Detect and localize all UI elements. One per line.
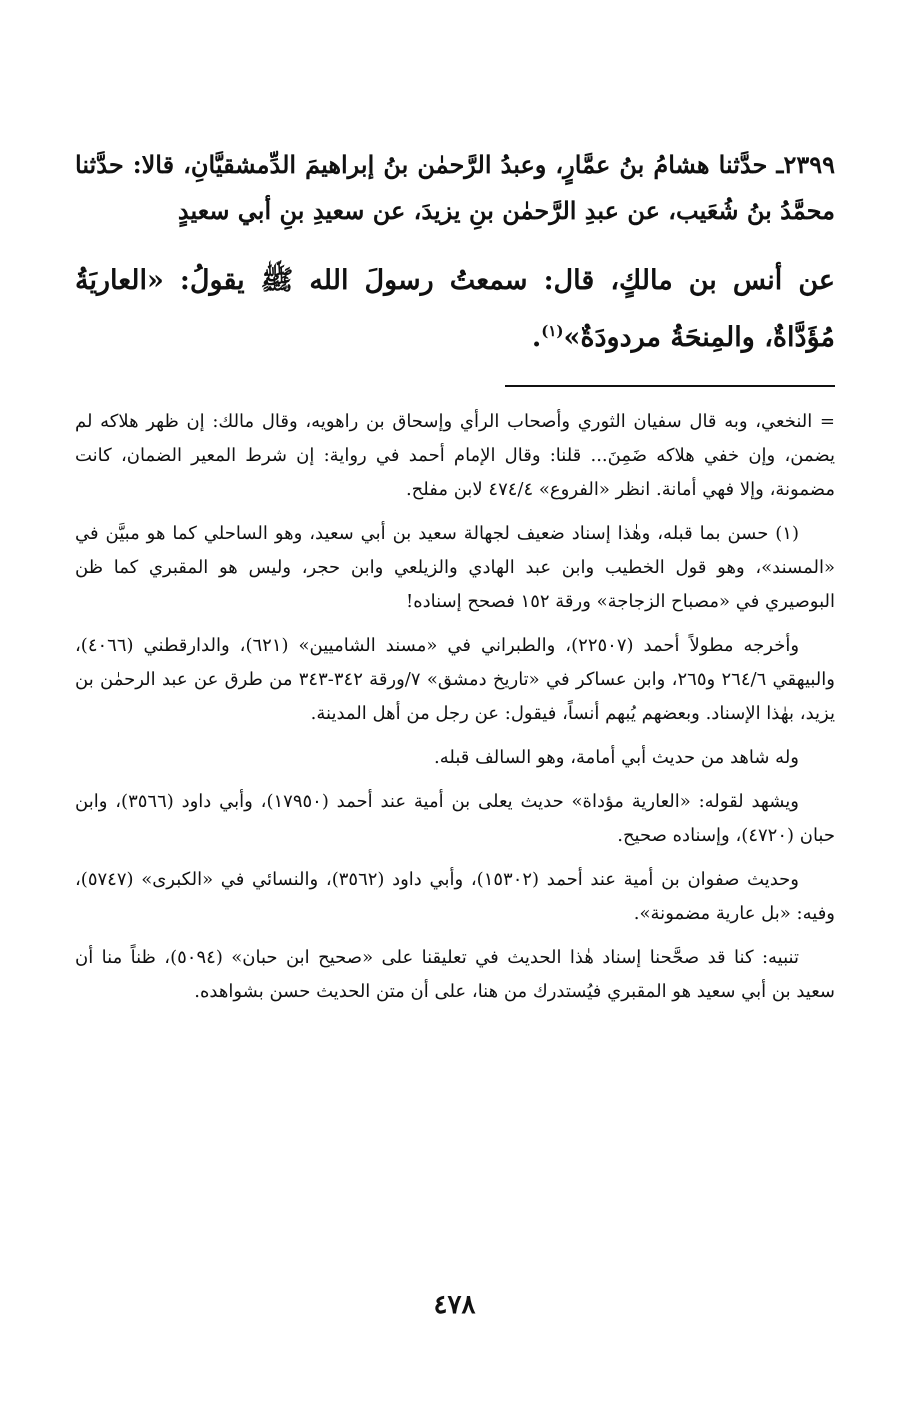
page-number: ٤٧٨ [433, 1290, 476, 1320]
footnote-divider [505, 385, 835, 387]
footnote-paragraph: وحديث صفوان بن أمية عند أحمد (١٥٣٠٢)، وأبي داود (٣٥٦٢)، والنسائي في «الكبرى» (٥٧٤٧)، وفيه: «بل عارية مضمونة». [75, 869, 835, 924]
footnote-continuation: = النخعي، وبه قال سفيان الثوري وأصحاب الرأي وإسحاق بن راهويه، وقال مالك: إن ظهر هلاكه لم يضمن، وإن خفي هلاكه ضَمِنَ... قلنا: وقال الإمام أحمد في رواية: إن شرط المعير الضمان، كانت مضمونة، وإلا فهي أمانة. انظر «الفروع» ٤٧٤/٤ لابن مفلح. [75, 411, 835, 500]
footnote-note: تنبيه: كنا قد صحَّحنا إسناد هٰذا الحديث في تعليقنا على «صحيح ابن حبان» (٥٠٩٤)، ظناً منا أن سعيد بن أبي سعيد هو المقبري فيُستدرك من هنا، على أن متن الحديث حسن بشواهده. [75, 947, 835, 1002]
footnote-paragraph: ويشهد لقوله: «العارية مؤداة» حديث يعلى بن أمية عند أحمد (١٧٩٥٠)، وأبي داود (٣٥٦٦)، وابن حبان (٤٧٢٠)، وإسناده صحيح. [75, 791, 835, 846]
footnote-1: (١) حسن بما قبله، وهٰذا إسناد ضعيف لجهالة سعيد بن أبي سعيد، وهو الساحلي كما هو مبيَّن في «المسند»، وهو قول الخطيب وابن عبد الهادي والزيلعي وابن حجر، وليس هو المقبري كما ظن البوصيري في «مصباح الزجاجة» ورقة ١٥٢ فصحح إسناده! [75, 523, 835, 612]
hadith-matn [75, 256, 835, 363]
footnote-paragraph: وله شاهد من حديث أبي أمامة، وهو السالف قبله. [434, 747, 799, 768]
hadith-matn-end: . [531, 322, 542, 353]
page-content [75, 142, 835, 1019]
hadith-matn-text: عن أنس بن مالكٍ، قال: سمعتُ رسولَ الله ﷺ يقولُ: «العاريَةُ مُؤَدَّاةٌ، والمِنحَةُ مردودَةٌ» [75, 265, 835, 353]
footnotes [75, 405, 835, 1009]
footnote-paragraph: وأخرجه مطولاً أحمد (٢٢٥٠٧)، والطبراني في «مسند الشاميين» (٦٢١)، والدارقطني (٤٠٦٦)، والبيهقي ٢٦٤/٦ و٢٦٥، وابن عساكر في «تاريخ دمشق» ٧/ورقة ٣٤٢-٣٤٣ من طرق عن عبد الرحمٰن بن يزيد، بهٰذا الإسناد. وبعضهم يُبهم أنساً، فيقول: عن رجل من أهل المدينة. [75, 635, 835, 724]
footnote-ref[interactable]: (١) [541, 322, 564, 340]
hadith-isnad: ٢٣٩٩ـ حدَّثنا هشامُ بنُ عمَّارٍ، وعبدُ الرَّحمٰن بنُ إبراهيمَ الدِّمشقيَّانِ، قالا: حدَّثنا محمَّدُ بنُ شُعَيب، عن عبدِ الرَّحمٰن بنِ يزيدَ، عن سعيدِ بنِ أبي سعيدٍ [75, 150, 835, 225]
